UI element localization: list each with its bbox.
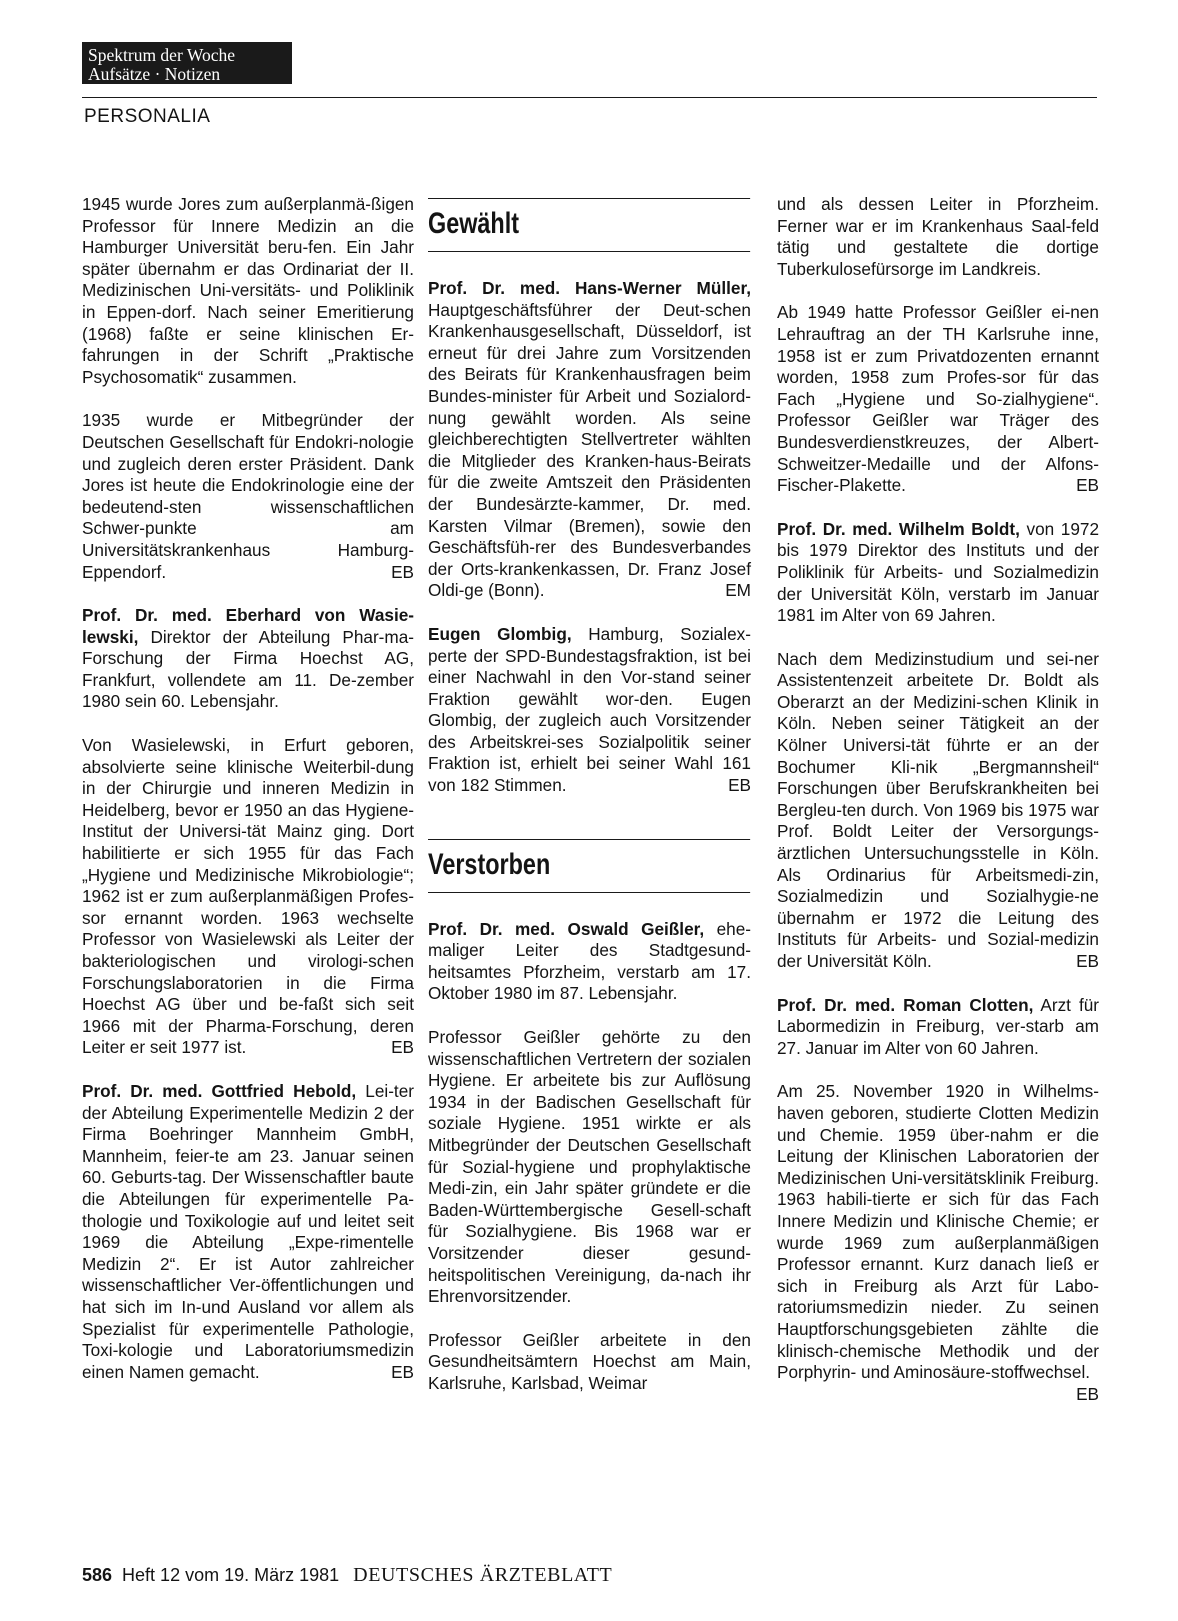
page-footer [82, 1564, 612, 1587]
column-3 [777, 194, 1099, 1406]
column-1 [82, 194, 414, 1405]
author-signature: EM [725, 580, 751, 601]
author-signature: EB [728, 775, 751, 796]
paragraph [777, 649, 1099, 973]
author-signature: EB [391, 1361, 414, 1382]
author-signature: EB [1076, 475, 1099, 496]
paragraph-text: 1945 wurde Jores zum außerplanmä-ßigen Professor für Innere Medizin an die Hamburger Universität beru-fen. Ein Jahr später übernahm er das Ordinariat der II. Medizinischen Uni-versitäts- und Poliklinik in Eppen-dorf. Nach seiner Emeritierung (1968) faßte er seine klinischen Er-fahrungen in der Schrift „Praktische Psychosomatik“ zusammen. [82, 194, 414, 387]
header-line-2: Aufsätze · Notizen [88, 64, 221, 84]
section-heading-verstorben: Verstorben [428, 839, 750, 893]
person-name: Prof. Dr. med. Roman Clotten, [777, 994, 1034, 1015]
author-signature: EB [1076, 1383, 1099, 1404]
paragraph [777, 302, 1099, 496]
section-label: PERSONALIA [84, 106, 211, 127]
paragraph-text: und als dessen Leiter in Pforzheim. Ferner war er im Krankenhaus Saal-feld tätig und gestaltete die dortige Tuberkulosefürsorge im Landkreis. [777, 194, 1099, 279]
paragraph-text: Hauptgeschäftsführer der Deut-schen Krankenhausgesellschaft, Düsseldorf, ist erneut für drei Jahre zum Vorsitzenden des Beirats für Krankenhausfragen beim Bundes-minister für Arbeit und Sozialord-nung gewählt worden. Als seine gleichberechtigten Stellvertreter wählten die Mitglieder des Kranken-haus-Beirats für die zweite Amtszeit den Präsidenten der Bundesärzte-kammer, Dr. med. Karsten Vilmar (Bremen), sowie den Geschäftsfüh-rer des Bundesverbandes der Orts-krankenkassen, Dr. Franz Josef Oldi-ge (Bonn). [428, 299, 751, 601]
person-name: Prof. Dr. med. Hans-Werner Müller, [428, 278, 751, 298]
paragraph [82, 410, 414, 583]
person-name: Prof. Dr. med. Eberhard von Wasie-lewski, [82, 605, 414, 647]
paragraph-text: Arzt für Labormedizin in Freiburg, ver-starb am 27. Januar im Alter von 60 Jahren. [777, 994, 1099, 1058]
paragraph [428, 919, 751, 1005]
paragraph [82, 605, 414, 713]
paragraph-text: 1935 wurde er Mitbegründer der Deutschen Gesellschaft für Endokri-nologie und zugleich deren erster Präsident. Dank Jores ist heute die Endokrinologie eine der bedeutend-sten wissenschaftlichen Schwer-punkte am Universitätskrankenhaus Hamburg-Eppendorf. [82, 410, 414, 582]
paragraph-text: von 1972 bis 1979 Direktor des Instituts und der Poliklinik für Arbeits- und Sozialmedizin der Universität Köln, verstarb im Januar 1981 im Alter von 69 Jahren. [777, 518, 1099, 626]
issue-info: Heft 12 vom 19. März 1981 [122, 1565, 340, 1585]
paragraph [82, 735, 414, 1059]
paragraph [428, 278, 751, 602]
person-name: Prof. Dr. med. Gottfried Hebold, [82, 1080, 357, 1101]
paragraph [777, 519, 1099, 627]
paragraph [428, 1330, 751, 1395]
paragraph [82, 1081, 414, 1383]
header-line-1: Spektrum der Woche [88, 45, 235, 65]
paragraph-text: Lei-ter der Abteilung Experimentelle Medizin 2 der Firma Boehringer Mannheim GmbH, Mannheim, feier-te am 23. Januar seinen 60. Geburts-tag. Der Wissenschaftler baute die Abteilungen für experimentelle Pa-thologie und Toxikologie auf und leitet seit 1969 die Abteilung „Expe-rimentelle Medizin 2“. Er ist Autor zahlreicher wissenschaftlicher Ver-öffentlichungen und hat sich im In-und Ausland vor allem als Spezialist für experimentelle Pathologie, Toxi-kologie und Laboratoriumsmedizin einen Namen gemacht. [82, 1080, 414, 1382]
section-heading-gewaehlt: Gewählt [428, 198, 750, 252]
header-rule [82, 97, 1097, 98]
paragraph [428, 624, 751, 797]
person-name: Eugen Glombig, [428, 623, 572, 644]
author-signature: EB [391, 561, 414, 582]
author-signature: EB [1076, 951, 1099, 971]
paragraph-text: Hamburg, Sozialex-perte der SPD-Bundestagsfraktion, ist bei einer Nachwahl in den Vor-stand seiner Fraktion gewählt wor-den. Eugen Glombig, der zugleich auch Vorsitzender des Arbeitskrei-ses Sozialpolitik seiner Fraktion ist, erhielt bei seiner Wahl 161 von 182 Stimmen. [428, 623, 751, 796]
journal-title: DEUTSCHES ÄRZTEBLATT [353, 1564, 613, 1586]
paragraph-text: Direktor der Abteilung Phar-ma-Forschung der Firma Hoechst AG, Frankfurt, vollendete am 11. De-zember 1980 sein 60. Lebensjahr. [82, 626, 414, 712]
paragraph-text: Ab 1949 hatte Professor Geißler ei-nen Lehrauftrag an der TH Karlsruhe inne, 1958 ist er zum Privatdozenten ernannt worden, 1958 zum Profes-sor für das Fach „Hygiene und So-zialhygiene“. Professor Geißler war Träger des Bundesverdienstkreuzes, der Albert-Schweitzer-Medaille und der Alfons-Fischer-Plakette. [777, 302, 1099, 496]
column-2 [428, 198, 751, 1417]
paragraph-text: Von Wasielewski, in Erfurt geboren, absolvierte seine klinische Weiterbil-dung in der Chirurgie und inneren Medizin in Heidelberg, bevor er 1950 an das Hygiene-Institut der Universi-tät Mainz ging. Dort habilitierte er sich 1955 für das Fach „Hygiene und Medizinische Mikrobiologie“; 1962 ist er zum außerplanmäßigen Profes-sor ernannt worden. 1963 wechselte Professor von Wasielewski als Leiter der bakteriologischen und virologi-schen Forschungslaboratorien in die Firma Hoechst AG über und be-faßt sich seit 1966 mit der Pharma-Forschung, deren Leiter er seit 1977 ist. [82, 735, 414, 1058]
paragraph [777, 1081, 1099, 1404]
paragraph [777, 194, 1099, 280]
paragraph [428, 1027, 751, 1308]
page-number: 586 [82, 1565, 113, 1585]
paragraph-text: ehe-maliger Leiter des Stadtgesund-heitsamtes Pforzheim, verstarb am 17. Oktober 1980 im 87. Lebensjahr. [428, 918, 751, 1004]
person-name: Prof. Dr. med. Wilhelm Boldt, [777, 518, 1020, 539]
paragraph-text: Professor Geißler arbeitete in den Gesundheitsämtern Hoechst am Main, Karlsruhe, Karlsbad, Weimar [428, 1329, 751, 1393]
section-header-box [82, 42, 292, 84]
paragraph [777, 995, 1099, 1060]
paragraph-text: Nach dem Medizinstudium und sei-ner Assistentenzeit arbeitete Dr. Boldt als Oberarzt an der Medizini-schen Klinik in Köln. Neben seiner Tätigkeit an der Kölner Universi-tät führte er an der Bochumer Kli-nik „Bergmannsheil“ Forschungen über Berufskrankheiten bei Bergleu-ten durch. Von 1969 bis 1975 war Prof. Boldt Leiter der Versorgungs-ärztlichen Untersuchungsstelle in Köln. Als Ordinarius für Arbeitsmedi-zin, Sozialmedizin und Sozialhygie-ne übernahm er 1972 die Leitung des Instituts für Arbeits- und Sozial-medizin der Universität Köln. [777, 648, 1099, 971]
paragraph-text: Am 25. November 1920 in Wilhelms-haven geboren, studierte Clotten Medizin und Chemie. 1959 über-nahm er die Leitung der Klinischen Laboratorien der Medizinischen Uni-versitätsklinik Freiburg. 1963 habili-tierte er sich für das Fach Innere Medizin und Klinische Chemie; er wurde 1969 zum außerplanmäßigen Professor ernannt. Kurz danach ließ er sich in Freiburg als Arzt für Labo-ratoriumsmedizin nieder. Zu seinen Hauptforschungsgebieten zählte die klinisch-chemische Methodik und der Porphyrin- und Aminosäure-stoffwechsel. [777, 1081, 1099, 1383]
author-signature: EB [391, 1037, 414, 1058]
paragraph [82, 194, 414, 388]
person-name: Prof. Dr. med. Oswald Geißler, [428, 918, 705, 939]
paragraph-text: Professor Geißler gehörte zu den wissenschaftlichen Vertretern der sozialen Hygiene. Er arbeitete bis zur Auflösung 1934 in der Badischen Gesellschaft für soziale Hygiene. 1951 wirkte er als Mitbegründer der Deutschen Gesellschaft für Sozial-hygiene und prophylaktische Medi-zin, ein Jahr später gründete er die Baden-Württembergische Gesell-schaft für Sozialhygiene. Bis 1968 war er Vorsitzender dieser gesund-heitspolitischen Vereinigung, da-nach ihr Ehrenvorsitzender. [428, 1027, 751, 1307]
